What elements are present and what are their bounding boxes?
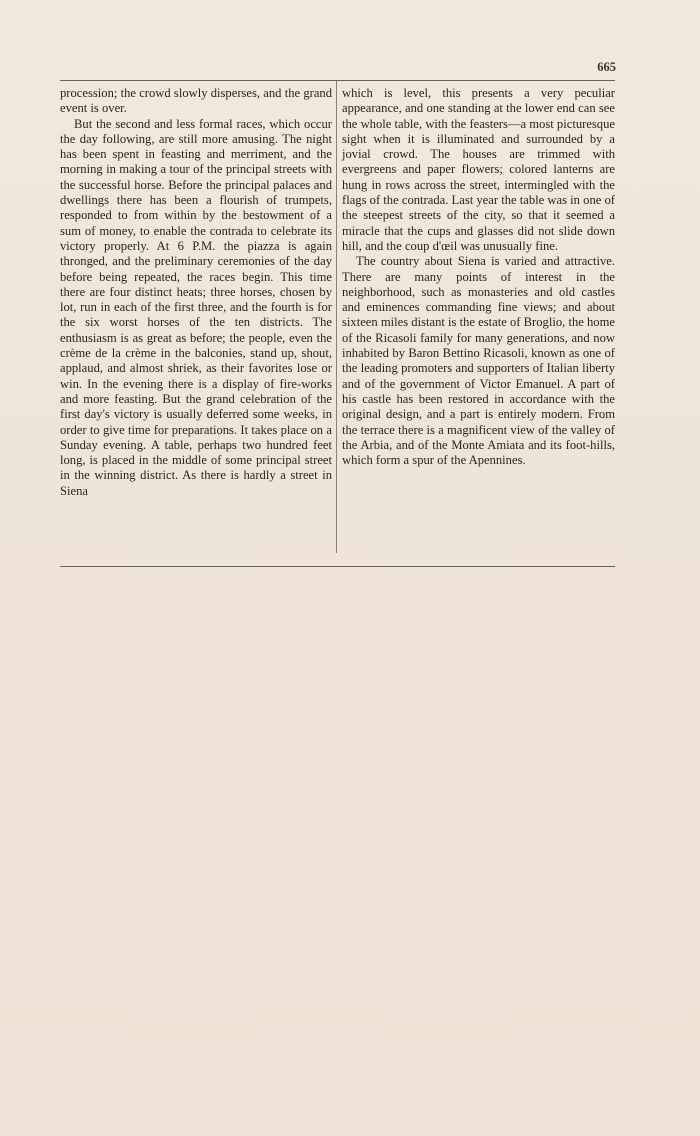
left-paragraph-1: procession; the crowd slowly disperses, and the grand event is over. (60, 86, 332, 116)
footer-rule (60, 566, 615, 567)
column-divider (336, 81, 337, 553)
page-number: 665 (597, 60, 616, 74)
header-rule (60, 80, 615, 81)
right-paragraph-2: The country about Siena is varied and attractive. There are many points of interest in the neighborhood, such as monasteries and old castles and eminences commanding fine views; and about sixteen miles distant is the estate of Broglio, the home of the Ricasoli family for many generations, and now inhabited by Baron Bettino Ricasoli, known as one of the leading promoters and supporters of Italian liberty and of the government of Victor Emanuel. A part of his castle has been restored in accordance with the original design, and a part is entirely modern. From the terrace there is a magnificent view of the valley of the Arbia, and of the Monte Amiata and its foot-hills, which form a spur of the Apennines. (342, 254, 615, 468)
left-column (60, 86, 332, 499)
right-paragraph-1: which is level, this presents a very peculiar appearance, and one standing at the lower end can see the whole table, with the feasters—a most picturesque sight when it is illuminated and surrounded by a jovial crowd. The houses are trimmed with evergreens and paper flowers; colored lanterns are hung in rows across the street, intermingled with the flags of the contrada. Last year the table was in one of the steepest streets of the city, so that it seemed a miracle that the cups and glasses did not slide down hill, and the coup d'œil was unusually fine. (342, 86, 615, 253)
right-column (342, 86, 615, 468)
left-paragraph-2: But the second and less formal races, which occur the day following, are still more amusing. The night has been spent in feasting and merriment, and the morning in making a tour of the principal streets with the successful horse. Before the principal palaces and dwellings there has been a flourish of trumpets, responded to from within by the bestowment of a sum of money, to enable the contrada to celebrate its victory properly. At 6 P.M. the piazza is again thronged, and the preliminary ceremonies of the day before being repeated, the races begin. This time there are four distinct heats; three horses, chosen by lot, run in each of the first three, and the fourth is for the six worst horses of the ten districts. The enthusiasm is as great as before; the people, even the crème de la crème in the balconies, stand up, shout, applaud, and almost shriek, as their favorites lose or win. In the evening there is a display of fire-works and more feasting. But the grand celebration of the first day's victory is usually deferred some weeks, in order to give time for preparations. It takes place on a Sunday evening. A table, perhaps two hundred feet long, is placed in the middle of some principal street in the winning district. As there is hardly a street in Siena (60, 116, 332, 498)
